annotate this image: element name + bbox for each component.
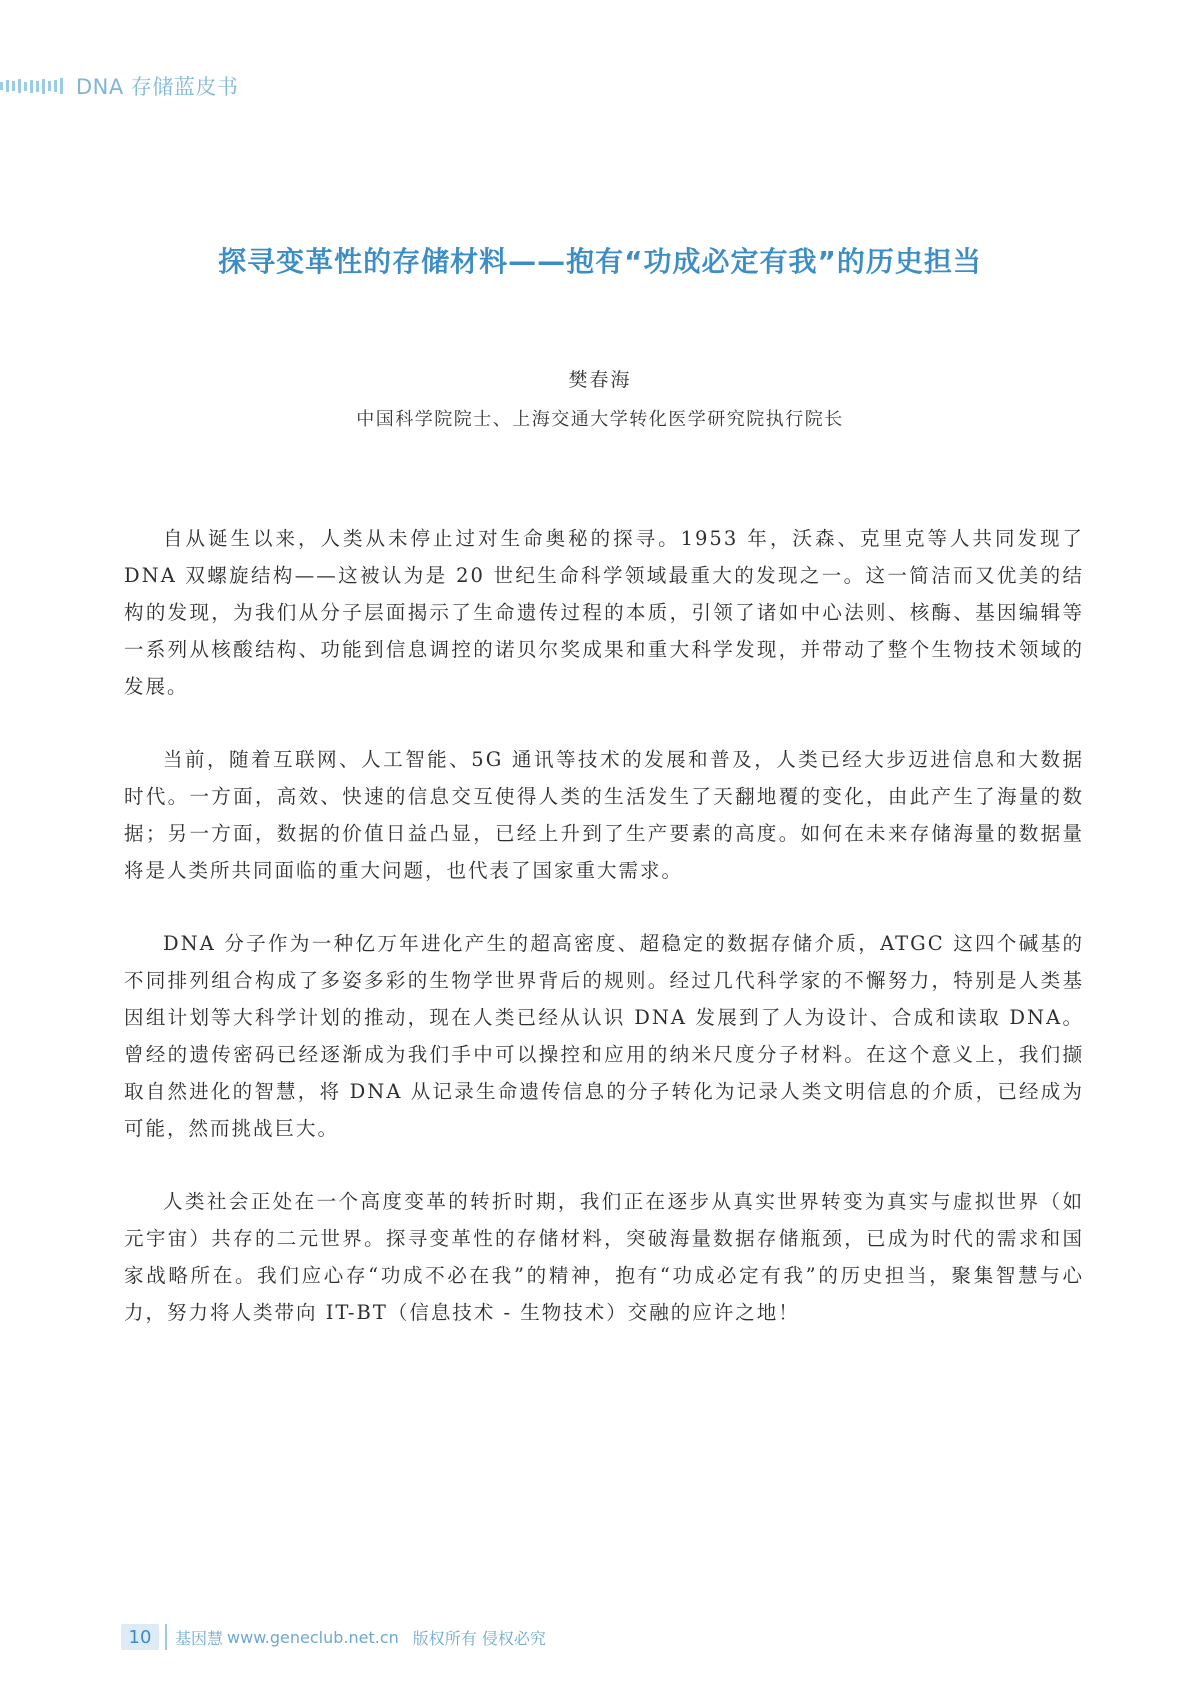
author-name: 樊春海 [568,369,632,391]
footer-copyright: 版权所有 侵权必究 [412,1628,546,1648]
page-footer [121,1622,546,1652]
article-title: 探寻变革性的存储材料——抱有“功成必定有我”的历史担当 [218,245,982,278]
footer-site-name: 基因慧 [175,1628,224,1648]
paragraph: DNA 分子作为一种亿万年进化产生的超高密度、超稳定的数据存储介质，ATGC 这四个碱基的不同排列组合构成了多姿多彩的生物学世界背后的规则。经过几代科学家的不懈努力，特别是人类基因组计划等大科学计划的推动，现在人类已经从认识 DNA 发展到了人为设计、合成和读取 DNA。曾经的遗传密码已经逐渐成为我们手中可以操控和应用的纳米尺度分子材料。在这个意义上，我们撷取自然进化的智慧，将 DNA 从记录生命遗传信息的分子转化为记录人类文明信息的介质，已经成为可能，然而挑战巨大。 [124,932,1084,1140]
barcode-decoration-icon [0,75,66,97]
page-number: 10 [121,1624,159,1650]
paragraph: 人类社会正处在一个高度变革的转折时期，我们正在逐步从真实世界转变为真实与虚拟世界（如元宇宙）共存的二元世界。探寻变革性的存储材料，突破海量数据存储瓶颈，已成为时代的需求和国家战略所在。我们应心存“功成不必在我”的精神，抱有“功成必定有我”的历史担当，聚集智慧与心力，努力将人类带向 IT-BT（信息技术 - 生物技术）交融的应许之地！ [124,1190,1084,1324]
paragraph: 当前，随着互联网、人工智能、5G 通讯等技术的发展和普及，人类已经大步迈进信息和大数据时代。一方面，高效、快速的信息交互使得人类的生活发生了天翻地覆的变化，由此产生了海量的数据；另一方面，数据的价值日益凸显，已经上升到了生产要素的高度。如何在未来存储海量的数据量将是人类所共同面临的重大问题，也代表了国家重大需求。 [124,748,1084,882]
footer-divider [165,1624,167,1650]
author-affiliation: 中国科学院院士、上海交通大学转化医学研究院执行院长 [356,409,844,430]
header-title: DNA 存储蓝皮书 [76,75,239,99]
footer-url: www.geneclub.net.cn [227,1627,399,1647]
article-body [124,520,1084,1367]
running-header [0,66,238,106]
paragraph: 自从诞生以来，人类从未停止过对生命奥秘的探寻。1953 年，沃森、克里克等人共同发现了 DNA 双螺旋结构——这被认为是 20 世纪生命科学领域最重大的发现之一。这一简洁而又优美的结构的发现，为我们从分子层面揭示了生命遗传过程的本质，引领了诸如中心法则、核酶、基因编辑等一系列从核酸结构、功能到信息调控的诺贝尔奖成果和重大科学发现，并带动了整个生物技术领域的发展。 [124,527,1084,698]
